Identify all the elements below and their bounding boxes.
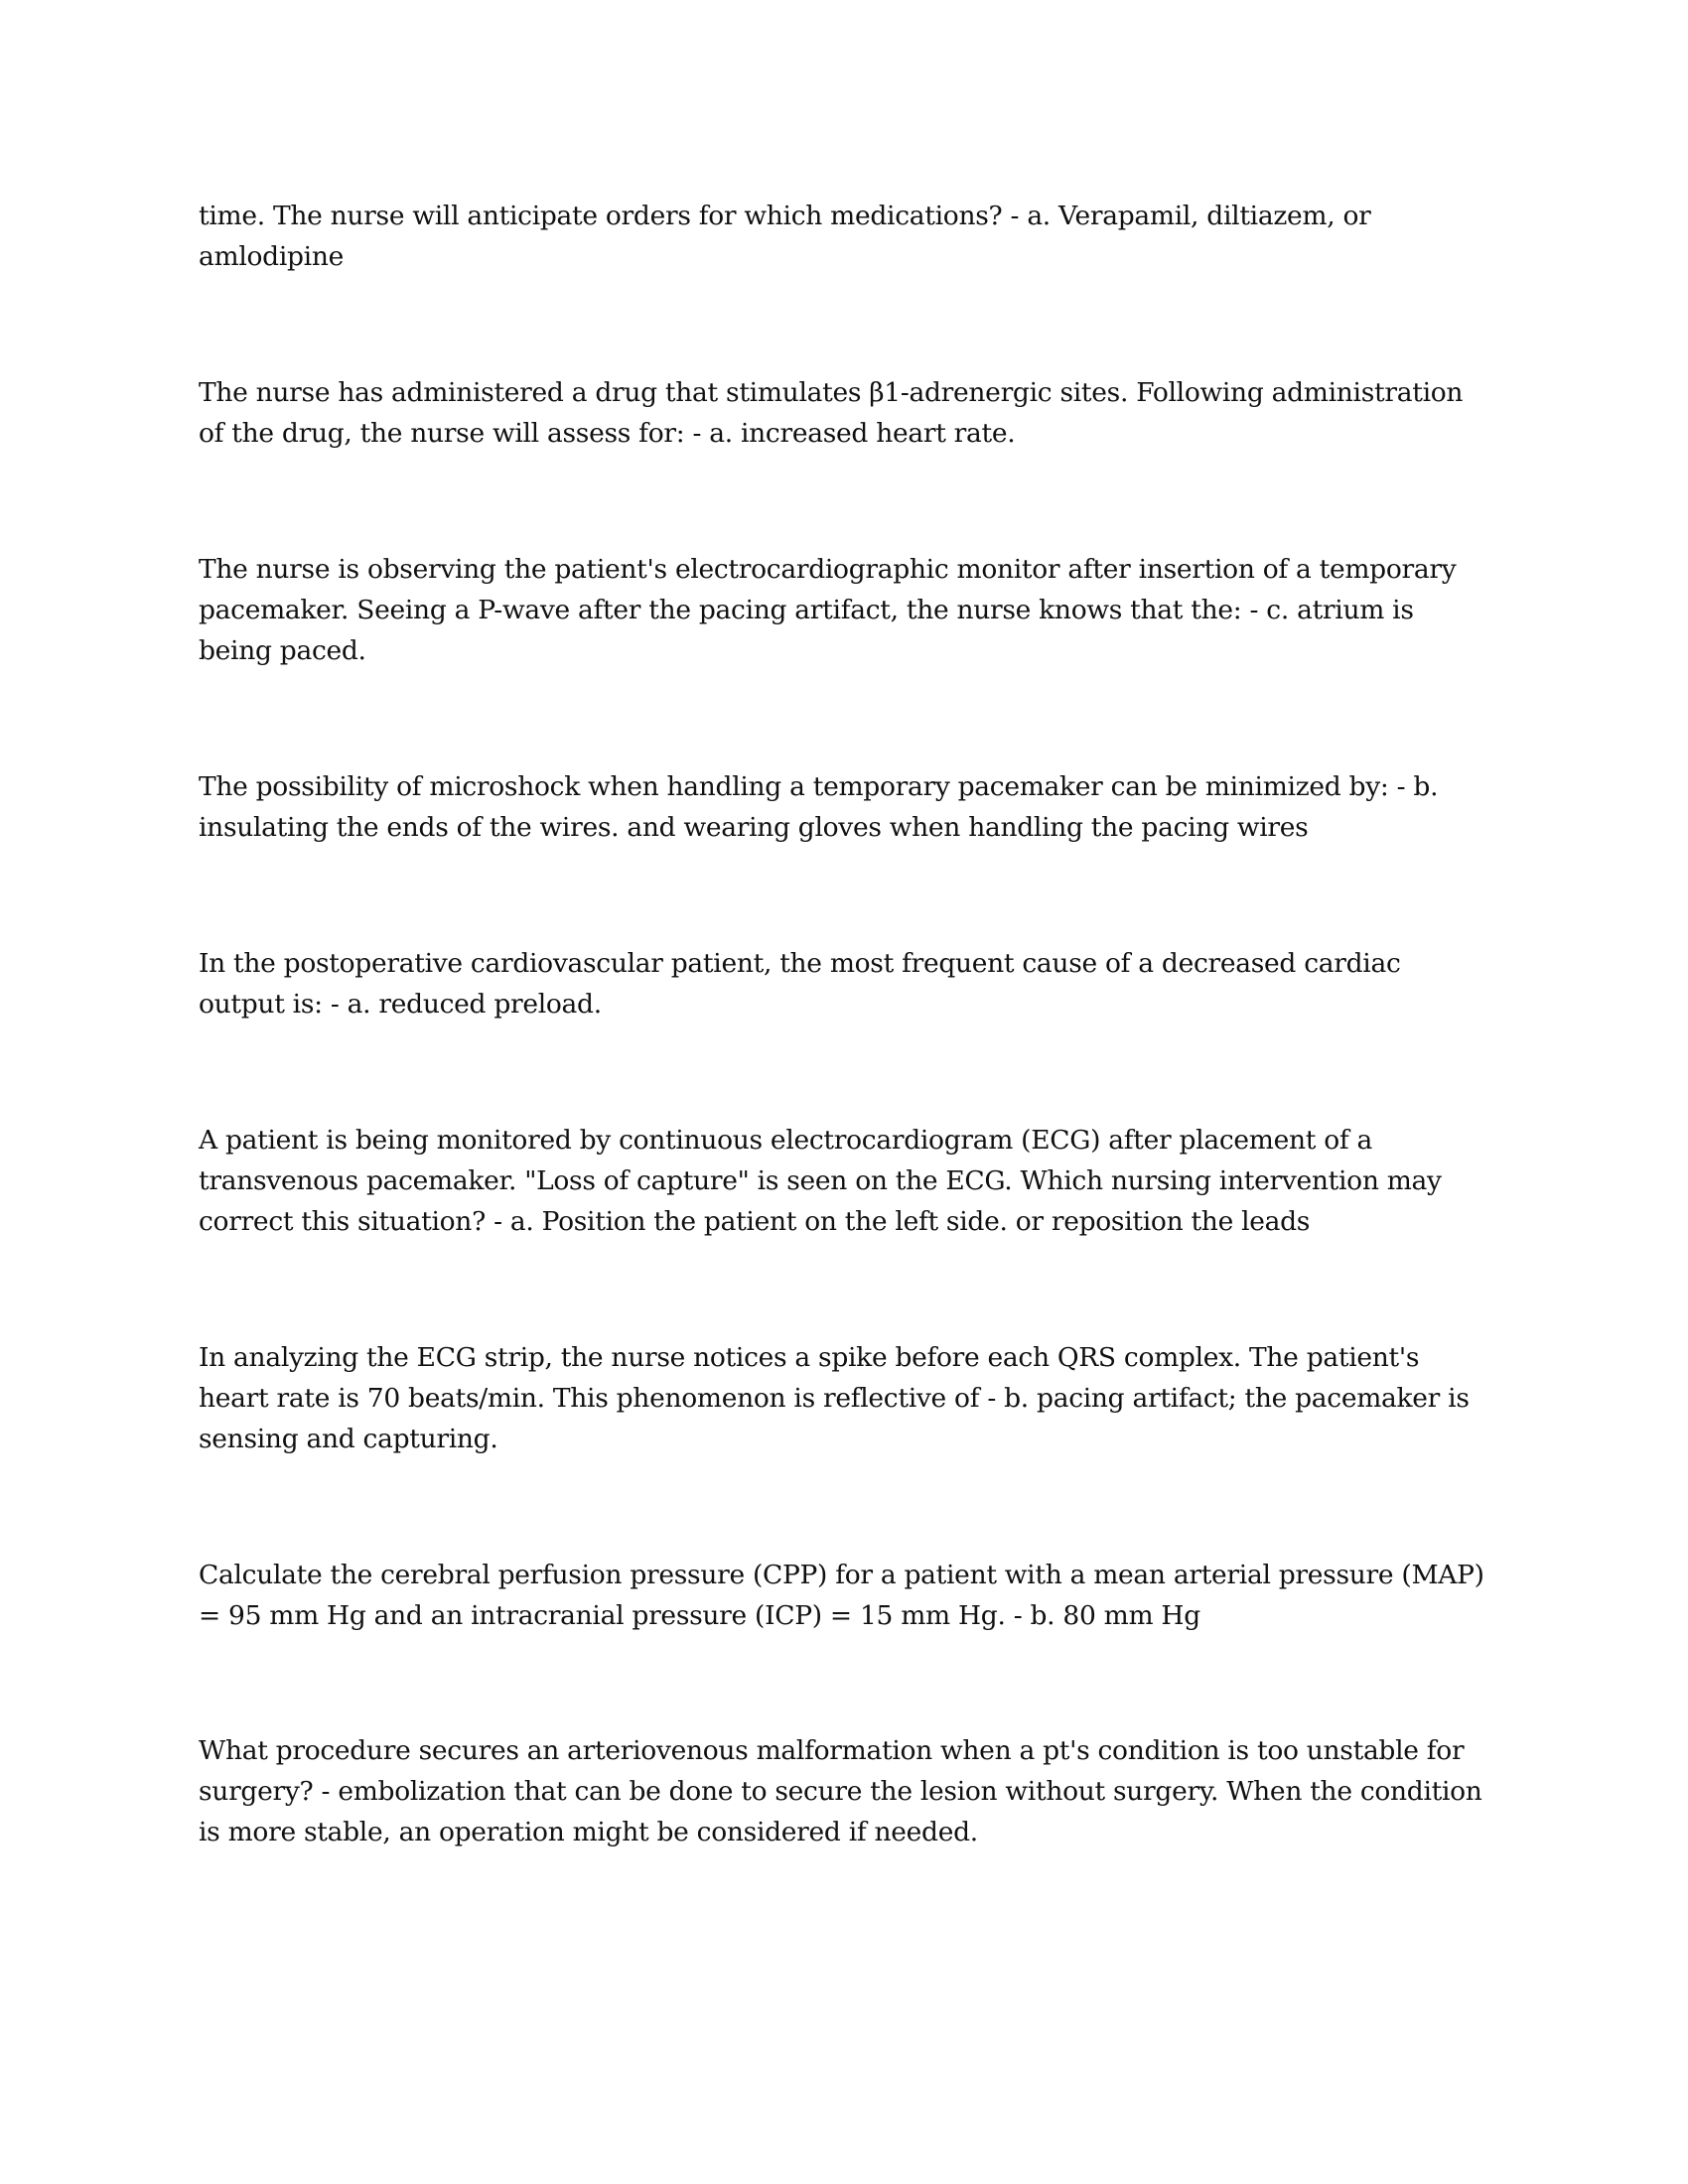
- qa-paragraph-5: In the postoperative cardiovascular patient, the most frequent cause of a decreased cardiac output is: - a. reduced preload.: [199, 948, 1401, 1020]
- qa-paragraph-7: In analyzing the ECG strip, the nurse notices a spike before each QRS complex. The patient's heart rate is 70 beats/min. This phenomenon is reflective of - b. pacing artifact; the pacemaker is sensing and capturing.: [199, 1342, 1470, 1454]
- qa-paragraph-9: What procedure secures an arteriovenous malformation when a pt's condition is too unstable for surgery? - embolization that can be done to secure the lesion without surgery. When the condition is more stable, an operation might be considered if needed.: [199, 1735, 1482, 1847]
- qa-paragraph-1: time. The nurse will anticipate orders for which medications? - a. Verapamil, diltiazem, or amlodipine: [199, 201, 1371, 272]
- qa-paragraph-8: Calculate the cerebral perfusion pressure (CPP) for a patient with a mean arterial pressure (MAP) = 95 mm Hg and an intracranial pressure (ICP) = 15 mm Hg. - b. 80 mm Hg: [199, 1560, 1484, 1631]
- qa-paragraph-3: The nurse is observing the patient's electrocardiographic monitor after insertion of a temporary pacemaker. Seeing a P-wave after the pacing artifact, the nurse knows that the: - c. atrium is being paced.: [199, 554, 1457, 666]
- qa-paragraph-2: The nurse has administered a drug that stimulates β1-adrenergic sites. Following administration of the drug, the nurse will assess for: - a. increased heart rate.: [199, 377, 1464, 449]
- qa-paragraph-6: A patient is being monitored by continuous electrocardiogram (ECG) after placement of a transvenous pacemaker. "Loss of capture" is seen on the ECG. Which nursing intervention may correct this situation? - a. Position the patient on the left side. or reposition the leads: [199, 1125, 1442, 1237]
- qa-paragraph-4: The possibility of microshock when handling a temporary pacemaker can be minimized by: - b. insulating the ends of the wires. and wearing gloves when handling the pacing wires: [199, 771, 1439, 843]
